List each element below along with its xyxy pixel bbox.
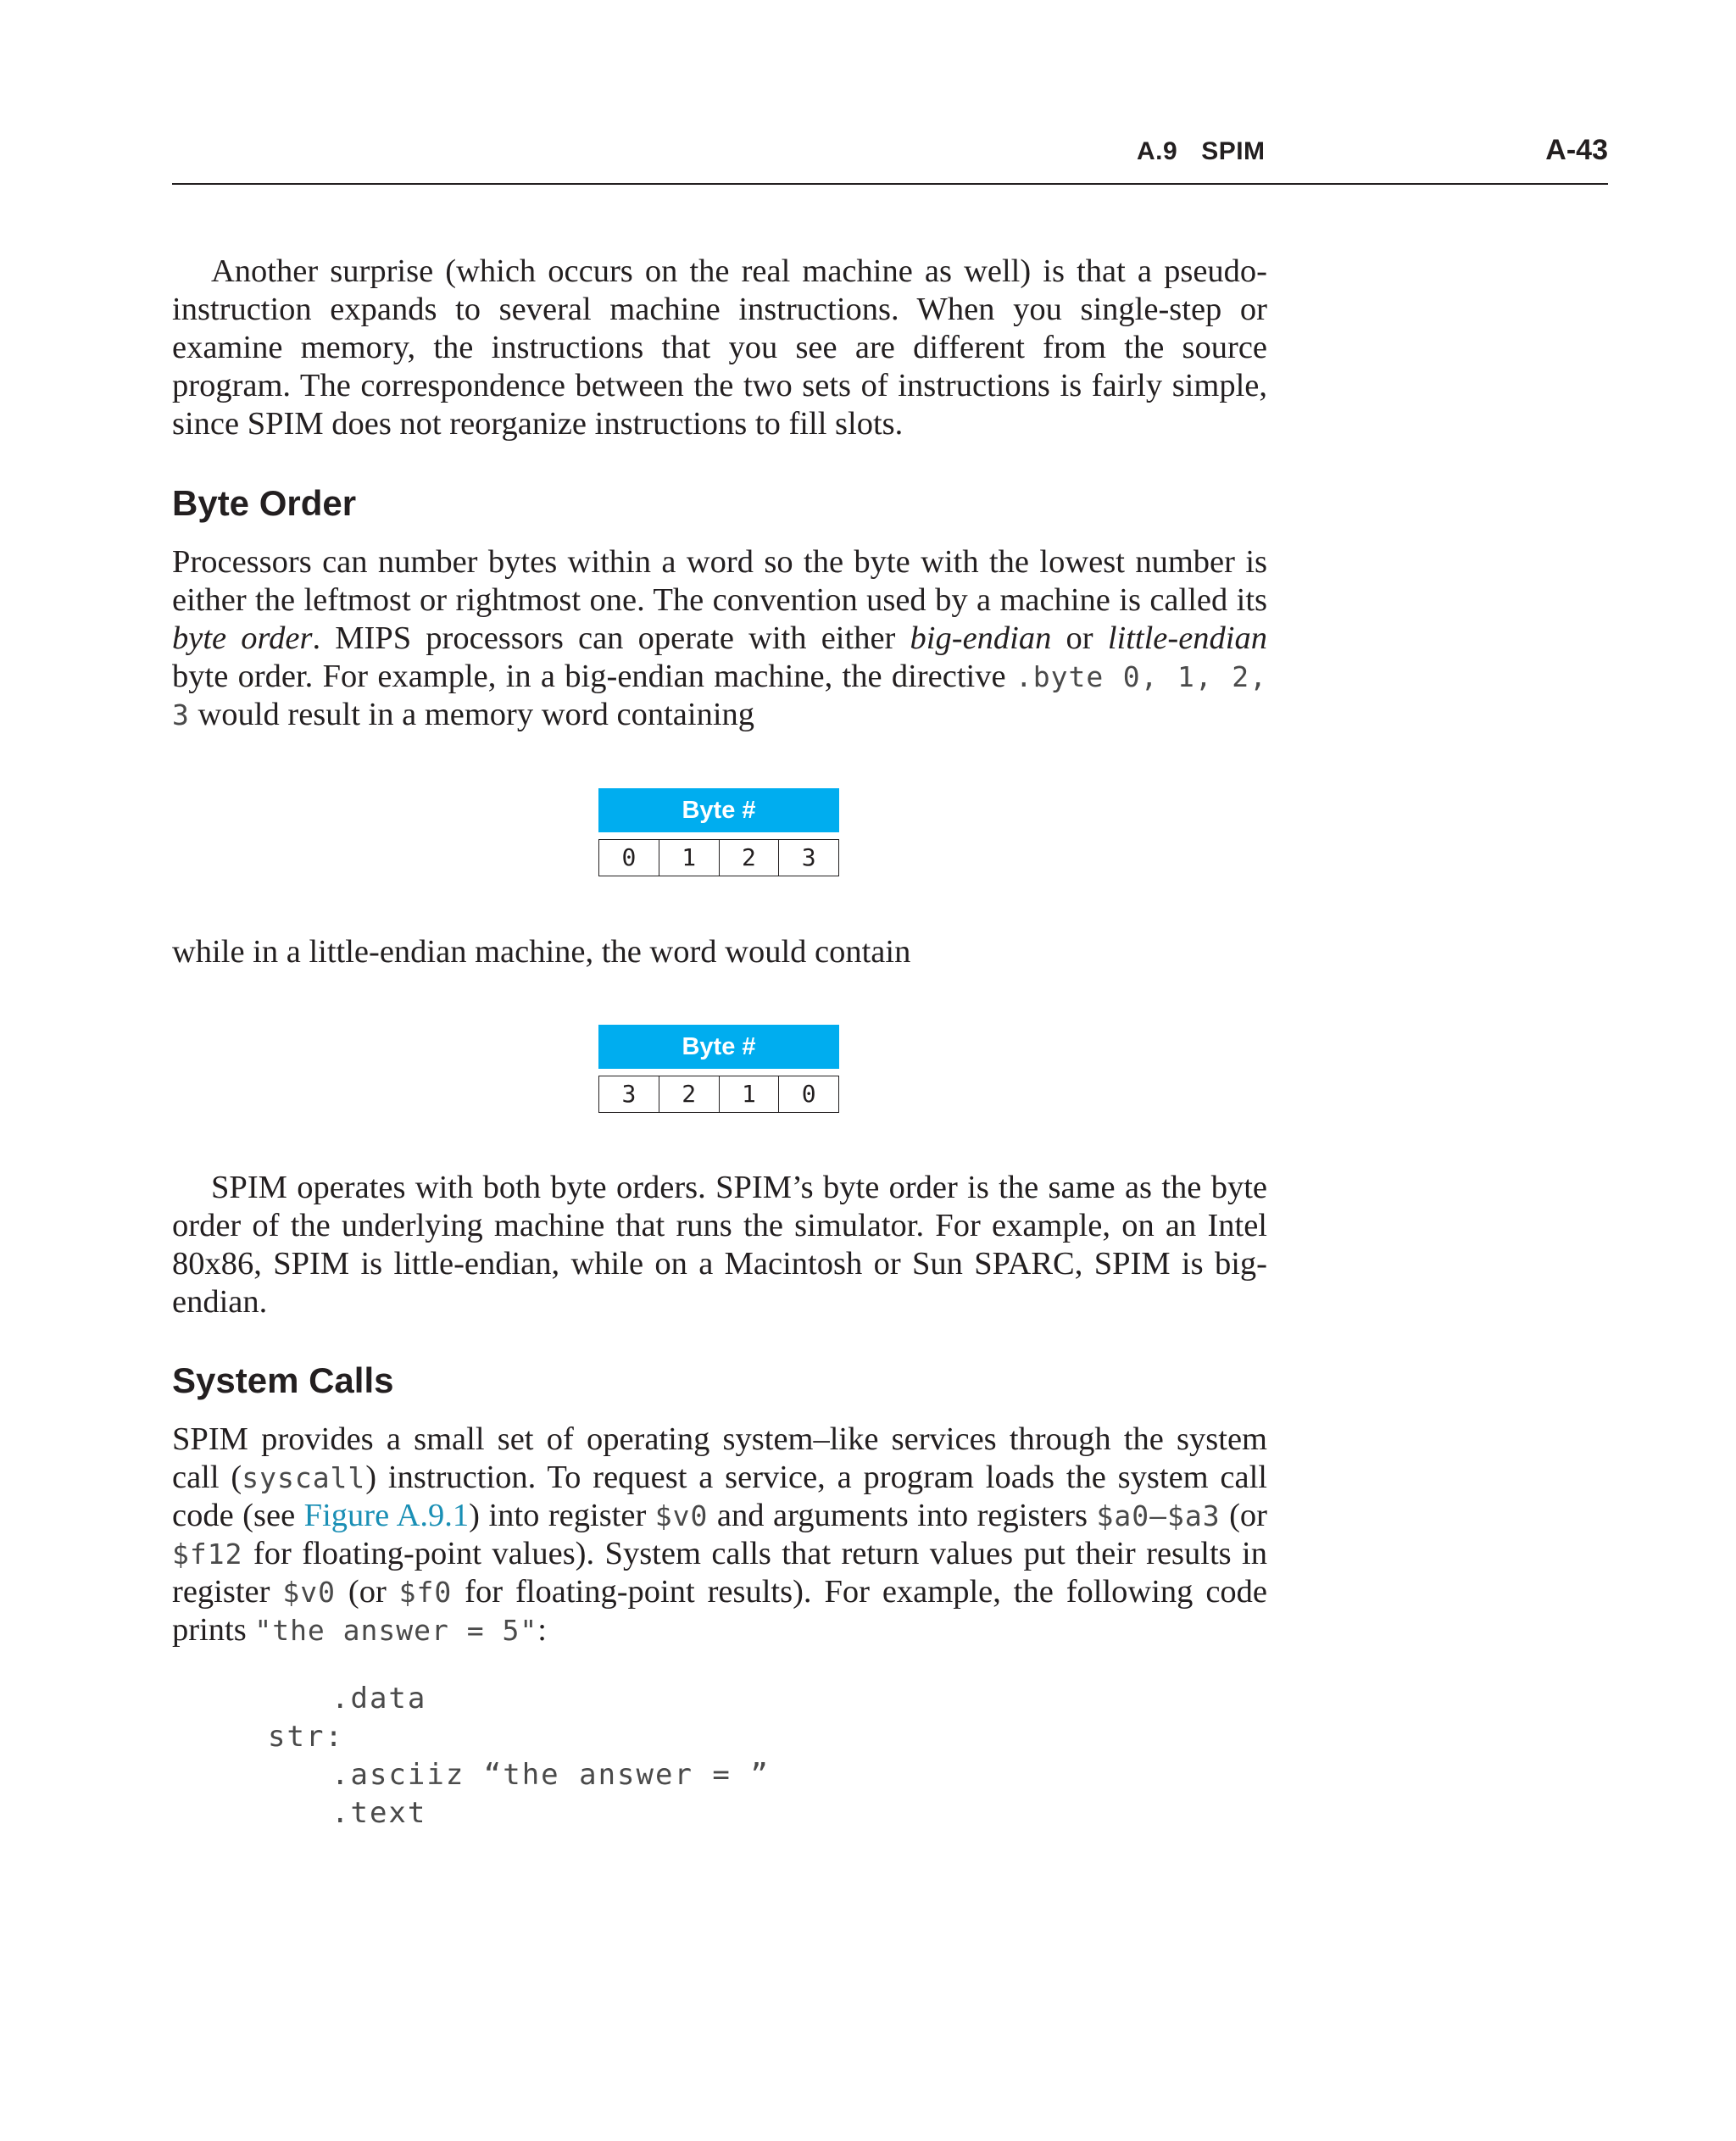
little-endian-table	[598, 1025, 839, 1113]
byte-row	[598, 1076, 839, 1113]
text-run: for floating-point results). For example, the following code prints	[172, 1574, 1267, 1648]
byte-order-block	[172, 543, 1267, 734]
text-run: (or	[335, 1574, 399, 1610]
big-endian-table	[598, 788, 839, 876]
code-line: .data	[331, 1682, 427, 1716]
code-block	[268, 1680, 770, 1832]
section-label	[1137, 137, 1266, 166]
text-run: ) into register	[469, 1498, 655, 1533]
text-run: . MIPS processors can operate with either	[312, 620, 910, 656]
code-register: $v0	[654, 1499, 709, 1532]
section-number: A.9	[1137, 137, 1178, 165]
text-run: ) instruction. To request a service, a program loads the system call code (see	[172, 1460, 1268, 1533]
text-run: Processors can number bytes within a word so the byte with the lowest number is either the leftmost or rightmost one. The convention used by a machine is called its	[172, 544, 1267, 618]
code-register: $a0–$a3	[1096, 1499, 1221, 1532]
byte-order-paragraph	[172, 543, 1267, 734]
text-run: byte order. For example, in a big-endian machine, the directive	[172, 659, 1015, 694]
byte-order-heading: Byte Order	[172, 483, 357, 523]
code-syscall: syscall	[242, 1461, 366, 1494]
text-run: would result in a memory word containing	[189, 697, 755, 732]
section-title: SPIM	[1201, 137, 1266, 165]
text-run: or	[1051, 620, 1108, 656]
code-line: .asciiz “the answer = ”	[331, 1758, 770, 1792]
system-calls-heading: System Calls	[172, 1360, 394, 1400]
table-header: Byte #	[598, 788, 839, 832]
code-line: str:	[268, 1720, 344, 1754]
text-run: (or	[1220, 1498, 1267, 1533]
running-header	[172, 127, 1608, 185]
little-endian-paragraph: while in a little-endian machine, the word would contain	[172, 934, 911, 970]
little-endian-intro	[172, 933, 1267, 971]
table-header: Byte #	[598, 1025, 839, 1069]
intro-block	[172, 253, 1267, 443]
byte-cell: 3	[621, 1080, 637, 1108]
byte-cell: 2	[719, 840, 779, 876]
term-byte-order: byte order	[172, 620, 313, 656]
figure-link[interactable]: Figure A.9.1	[303, 1498, 470, 1533]
code-string: "the answer = 5"	[254, 1614, 538, 1647]
text-run: for floating-point values). System calls that return values put their results in register	[172, 1536, 1267, 1610]
code-register: $f12	[172, 1538, 243, 1571]
text-run: SPIM provides a small set of operating system–like services through the system call (	[172, 1421, 1267, 1495]
page-number: A-43	[1545, 134, 1608, 166]
byte-cell: 2	[659, 1076, 719, 1112]
byte-cell: 0	[778, 1076, 838, 1112]
byte-cell: 3	[778, 840, 838, 876]
code-register: $f0	[398, 1576, 453, 1609]
system-calls-paragraph	[172, 1421, 1267, 1649]
system-calls-block	[172, 1421, 1267, 1649]
spim-byte-order-block	[172, 1169, 1267, 1321]
text-run: :	[537, 1612, 547, 1648]
code-byte-directive: .byte 0, 1, 2, 3	[172, 660, 1267, 731]
intro-paragraph: Another surprise (which occurs on the real machine as well) is that a pseudo-instruction expands to several machine instructions. When you single-step or examine memory, the instructions that you see are different from the source program. The correspondence between the two sets of instructions is fairly simple, since SPIM does not reorganize instructions to fill slots.	[172, 253, 1267, 442]
text-run: and arguments into registers	[708, 1498, 1097, 1533]
byte-row	[598, 839, 839, 876]
code-line: .text	[331, 1796, 427, 1830]
byte-cell: 0	[621, 843, 637, 871]
term-big-endian: big-endian	[910, 620, 1052, 656]
term-little-endian: little-endian	[1107, 620, 1267, 656]
byte-cell: 1	[659, 840, 719, 876]
byte-cell: 1	[719, 1076, 779, 1112]
code-register: $v0	[282, 1576, 336, 1609]
spim-byte-order-paragraph: SPIM operates with both byte orders. SPIM’s byte order is the same as the byte order of the underlying machine that runs the simulator. For example, on an Intel 80x86, SPIM is little-endian, while on a Macintosh or Sun SPARC, SPIM is big-endian.	[172, 1170, 1267, 1320]
